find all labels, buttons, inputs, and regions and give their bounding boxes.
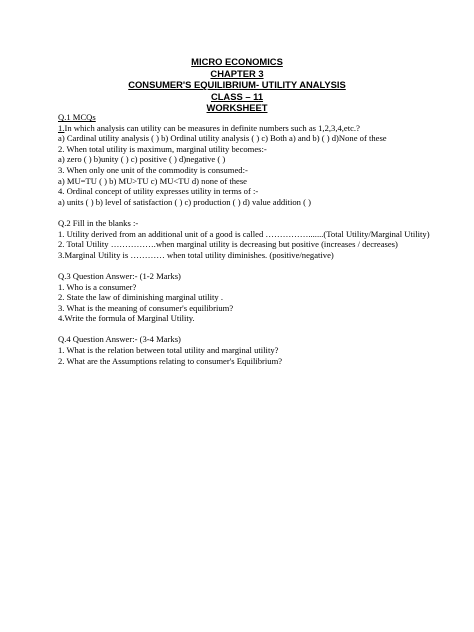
spacer	[58, 207, 430, 218]
question-item: 1. Who is a consumer?	[58, 281, 137, 292]
section-heading: Q.1 MCQs	[58, 112, 96, 122]
topic-title: CONSUMER'S EQUILIBRIUM- UTILITY ANALYSIS	[128, 79, 346, 91]
question-text: In which analysis can utility can be measures in definite numbers such as 1,2,3,4,etc.?	[64, 122, 360, 133]
question-item: 3. When only one unit of the commodity is consumed:-	[58, 164, 248, 175]
question-item: 2. When total utility is maximum, marginal utility becomes:-	[58, 143, 267, 154]
section-heading: Q.3 Question Answer:- (1-2 Marks)	[58, 270, 181, 281]
question-item: 3.Marginal Utility is ………… when total utility diminishes. (positive/negative)	[58, 249, 334, 260]
worksheet-header	[0, 56, 474, 114]
question-item: 2. State the law of diminishing marginal utility .	[58, 292, 224, 303]
question-item: 4.Write the formula of Marginal Utility.	[58, 313, 195, 324]
question-options: a) Cardinal utility analysis ( ) b) Ordinal utility analysis ( ) c) Both a) and b) ( ) d)None of these	[58, 133, 387, 144]
question-item	[58, 123, 430, 134]
section-fill-blanks	[58, 218, 430, 260]
section-short-answer	[58, 271, 430, 324]
section-mcqs	[58, 112, 430, 207]
subject-title: MICRO ECONOMICS	[191, 56, 283, 67]
question-number: 1.	[58, 122, 65, 133]
question-item: 1. What is the relation between total utility and marginal utility?	[58, 345, 279, 356]
section-heading: Q.4 Question Answer:- (3-4 Marks)	[58, 334, 181, 345]
question-item: 1. Utility derived from an additional unit of a good is called …………….......(Total Utility/Marginal Utility)	[58, 228, 430, 239]
section-heading: Q.2 Fill in the blanks :-	[58, 217, 139, 228]
question-item: 3. What is the meaning of consumer's equilibrium?	[58, 302, 234, 313]
worksheet-body	[58, 112, 430, 366]
chapter-title: CHAPTER 3	[210, 67, 264, 79]
question-item: 2. What are the Assumptions relating to consumer's Equilibrium?	[58, 355, 283, 366]
question-item: 2. Total Utility …………….when marginal utility is decreasing but positive (increases / decreases)	[58, 239, 398, 250]
spacer	[58, 324, 430, 335]
question-item: 4. Ordinal concept of utility expresses utility in terms of :-	[58, 186, 259, 197]
worksheet-title: WORKSHEET	[206, 102, 268, 114]
question-options: a) units ( ) b) level of satisfaction ( ) c) production ( ) d) value addition ( )	[58, 196, 311, 207]
class-title: CLASS – 11	[210, 90, 264, 102]
section-long-answer	[58, 334, 430, 366]
question-options: a) MU=TU ( ) b) MU>TU c) MU<TU d) none of these	[58, 175, 247, 186]
spacer	[58, 260, 430, 271]
question-options: a) zero ( ) b)unity ( ) c) positive ( ) d)negative ( )	[58, 154, 226, 165]
